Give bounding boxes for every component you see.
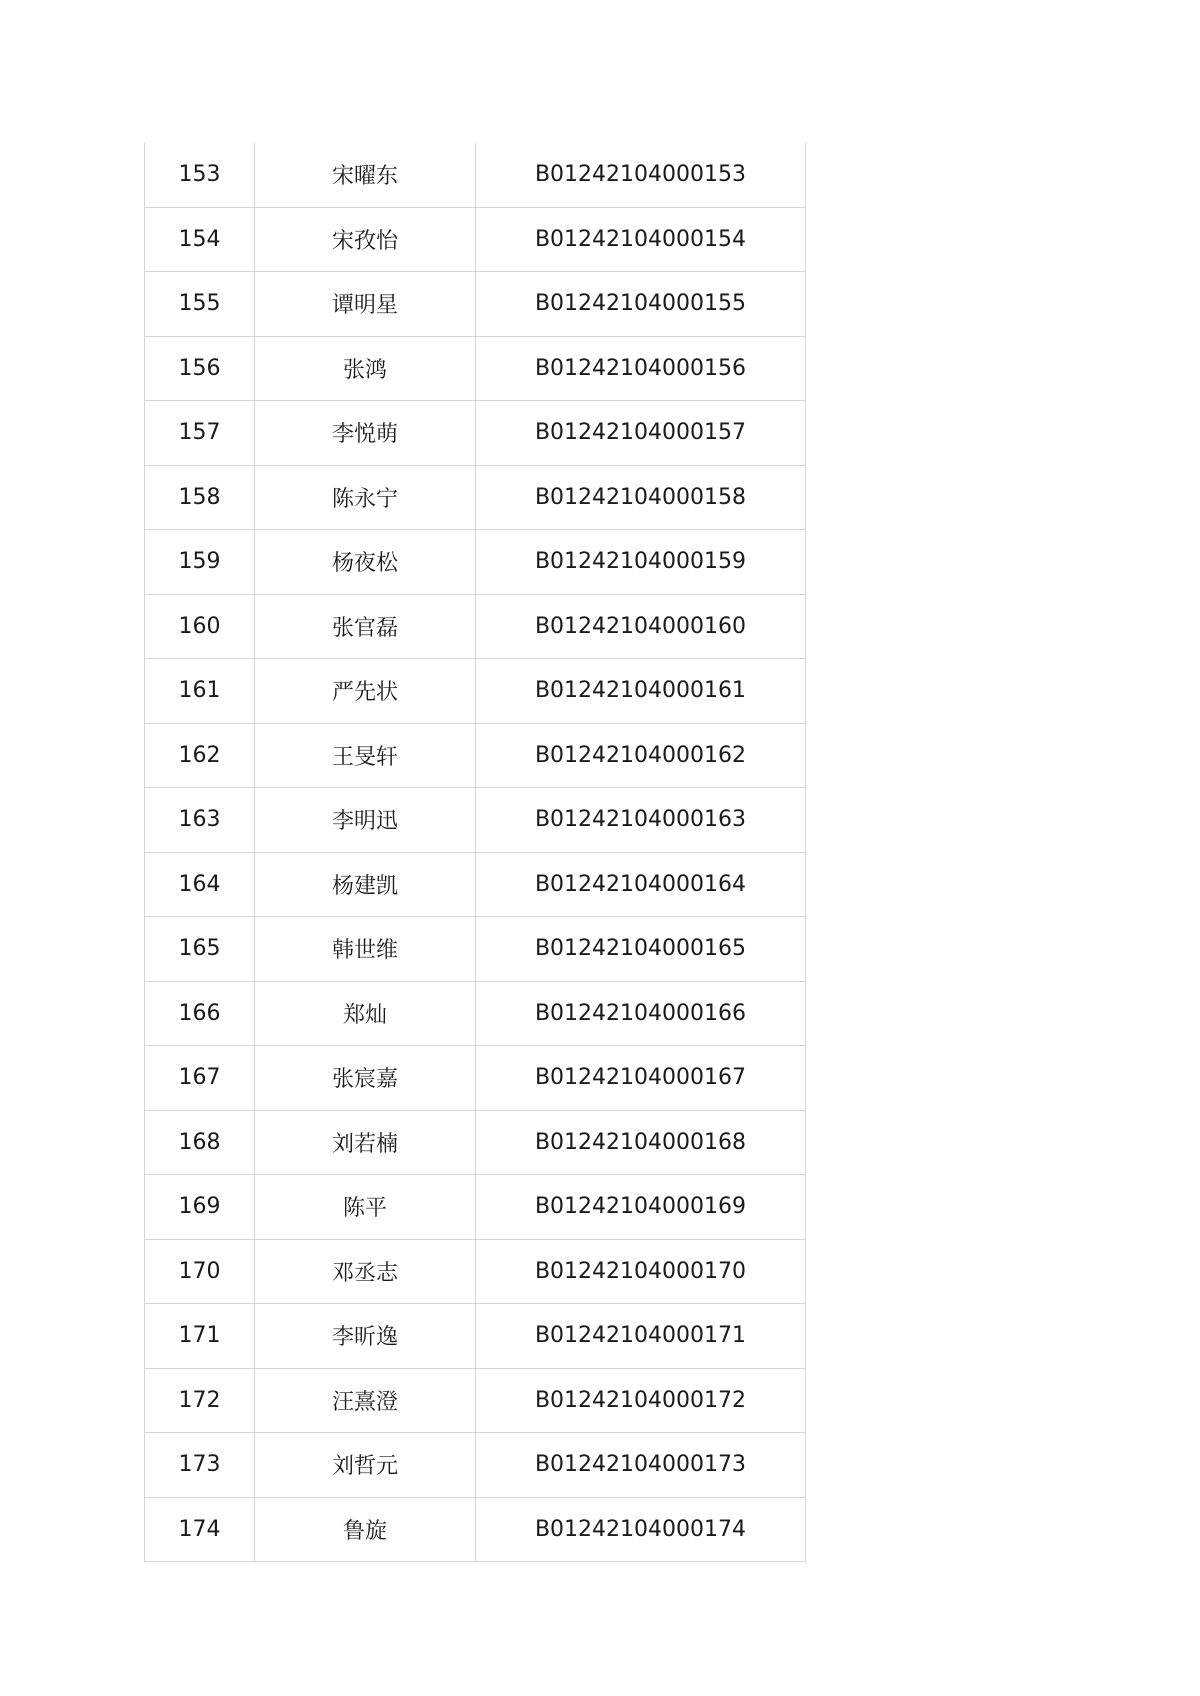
id-cell: B01242104000157 (476, 401, 806, 466)
roster-table-body (145, 143, 806, 1562)
table-row (145, 530, 806, 595)
seq-cell: 163 (145, 788, 255, 853)
name-cell: 张鸿 (255, 336, 476, 401)
seq-cell: 170 (145, 1239, 255, 1304)
table-row (145, 1497, 806, 1562)
name-cell: 陈平 (255, 1175, 476, 1240)
table-row (145, 207, 806, 272)
seq-cell: 153 (145, 143, 255, 207)
seq-cell: 168 (145, 1110, 255, 1175)
id-cell: B01242104000162 (476, 723, 806, 788)
id-cell: B01242104000163 (476, 788, 806, 853)
id-cell: B01242104000168 (476, 1110, 806, 1175)
id-cell: B01242104000153 (476, 143, 806, 207)
seq-cell: 155 (145, 272, 255, 337)
table-row (145, 1433, 806, 1498)
name-cell: 刘若楠 (255, 1110, 476, 1175)
table-row (145, 272, 806, 337)
table-row (145, 981, 806, 1046)
table-row (145, 594, 806, 659)
table-row (145, 852, 806, 917)
seq-cell: 172 (145, 1368, 255, 1433)
table-row (145, 1046, 806, 1111)
seq-cell: 156 (145, 336, 255, 401)
id-cell: B01242104000164 (476, 852, 806, 917)
id-cell: B01242104000169 (476, 1175, 806, 1240)
name-cell: 郑灿 (255, 981, 476, 1046)
seq-cell: 167 (145, 1046, 255, 1111)
table-row (145, 723, 806, 788)
seq-cell: 174 (145, 1497, 255, 1562)
id-cell: B01242104000166 (476, 981, 806, 1046)
name-cell: 韩世维 (255, 917, 476, 982)
table-row (145, 143, 806, 207)
roster-table (144, 143, 806, 1562)
name-cell: 邓丞志 (255, 1239, 476, 1304)
name-cell: 杨建凯 (255, 852, 476, 917)
seq-cell: 169 (145, 1175, 255, 1240)
name-cell: 李昕逸 (255, 1304, 476, 1369)
name-cell: 严先状 (255, 659, 476, 724)
table-row (145, 1175, 806, 1240)
seq-cell: 166 (145, 981, 255, 1046)
table-row (145, 659, 806, 724)
id-cell: B01242104000173 (476, 1433, 806, 1498)
id-cell: B01242104000158 (476, 465, 806, 530)
seq-cell: 158 (145, 465, 255, 530)
name-cell: 王旻轩 (255, 723, 476, 788)
table-row (145, 336, 806, 401)
table-row (145, 1110, 806, 1175)
seq-cell: 173 (145, 1433, 255, 1498)
name-cell: 宋孜怡 (255, 207, 476, 272)
id-cell: B01242104000161 (476, 659, 806, 724)
id-cell: B01242104000154 (476, 207, 806, 272)
name-cell: 杨夜松 (255, 530, 476, 595)
id-cell: B01242104000171 (476, 1304, 806, 1369)
seq-cell: 157 (145, 401, 255, 466)
table-row (145, 1239, 806, 1304)
name-cell: 谭明星 (255, 272, 476, 337)
name-cell: 陈永宁 (255, 465, 476, 530)
id-cell: B01242104000155 (476, 272, 806, 337)
seq-cell: 171 (145, 1304, 255, 1369)
table-row (145, 1304, 806, 1369)
id-cell: B01242104000174 (476, 1497, 806, 1562)
seq-cell: 159 (145, 530, 255, 595)
table-row (145, 917, 806, 982)
seq-cell: 164 (145, 852, 255, 917)
id-cell: B01242104000172 (476, 1368, 806, 1433)
table-row (145, 788, 806, 853)
seq-cell: 160 (145, 594, 255, 659)
id-cell: B01242104000159 (476, 530, 806, 595)
name-cell: 张宸嘉 (255, 1046, 476, 1111)
id-cell: B01242104000160 (476, 594, 806, 659)
name-cell: 刘哲元 (255, 1433, 476, 1498)
table-row (145, 401, 806, 466)
table-row (145, 465, 806, 530)
name-cell: 张官磊 (255, 594, 476, 659)
seq-cell: 165 (145, 917, 255, 982)
name-cell: 宋曜东 (255, 143, 476, 207)
seq-cell: 162 (145, 723, 255, 788)
table-row (145, 1368, 806, 1433)
id-cell: B01242104000170 (476, 1239, 806, 1304)
seq-cell: 154 (145, 207, 255, 272)
name-cell: 李明迅 (255, 788, 476, 853)
name-cell: 鲁旋 (255, 1497, 476, 1562)
seq-cell: 161 (145, 659, 255, 724)
id-cell: B01242104000167 (476, 1046, 806, 1111)
id-cell: B01242104000165 (476, 917, 806, 982)
name-cell: 李悦萌 (255, 401, 476, 466)
id-cell: B01242104000156 (476, 336, 806, 401)
name-cell: 汪熹澄 (255, 1368, 476, 1433)
